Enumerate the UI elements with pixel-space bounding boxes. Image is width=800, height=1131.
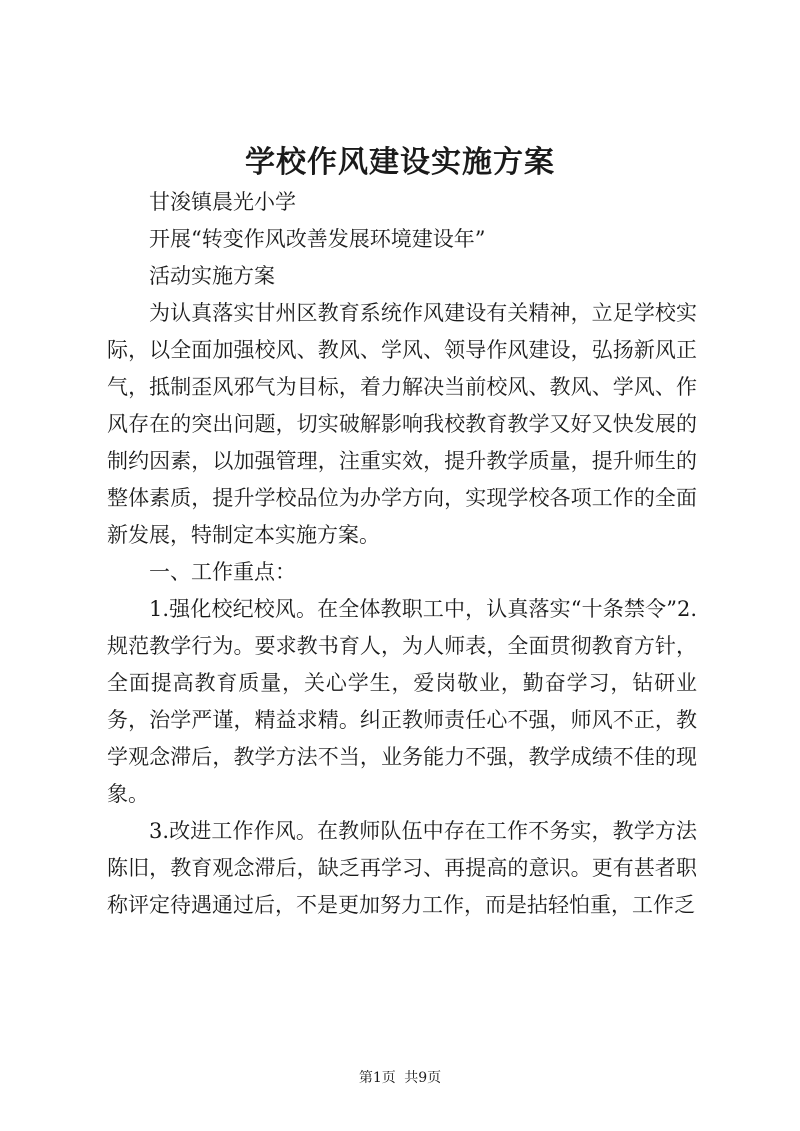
page-footer [0, 1068, 800, 1088]
section-heading-work-focus: 一、工作重点： [149, 560, 296, 584]
page-total: 共9页 [404, 1070, 442, 1086]
paragraph-item-1-2: 1.强化校纪校风。在全体教职工中，认真落实“十条禁令”2.规范教学行为。要求教书育人，为人师表，全面贯彻教育方针，全面提高教育质量，关心学生，爱岗敬业，勤奋学习，钻研业务，治学严谨，精益求精。纠正教师责任心不强，师风不正，教学观念滞后，教学方法不当，业务能力不强，教学成绩不佳的现象。 [107, 597, 697, 806]
paragraph-plan-label: 活动实施方案 [149, 264, 275, 288]
paragraph-item-3: 3.改进工作作风。在教师队伍中存在工作不务实，教学方法陈旧，教育观念滞后，缺乏再学习、再提高的意识。更有甚者职称评定待遇通过后，不是更加努力工作，而是拈轻怕重，工作乏 [107, 819, 697, 917]
paragraph-activity-theme: 开展“转变作风改善发展环境建设年” [149, 227, 486, 251]
page-number: 第1页 [358, 1070, 396, 1086]
paragraph-school-name: 甘浚镇晨光小学 [149, 190, 296, 214]
paragraph-introduction: 为认真落实甘州区教育系统作风建设有关精神，立足学校实际，以全面加强校风、教风、学风、领导作风建设，弘扬新风正气，抵制歪风邪气为目标，着力解决当前校风、教风、学风、作风存在的突出问题，切实破解影响我校教育教学又好又快发展的制约因素，以加强管理，注重实效，提升教学质量，提升师生的整体素质，提升学校品位为办学方向，实现学校各项工作的全面新发展，特制定本实施方案。 [107, 301, 697, 547]
document-body [107, 184, 697, 924]
document-title: 学校作风建设实施方案 [245, 145, 555, 180]
